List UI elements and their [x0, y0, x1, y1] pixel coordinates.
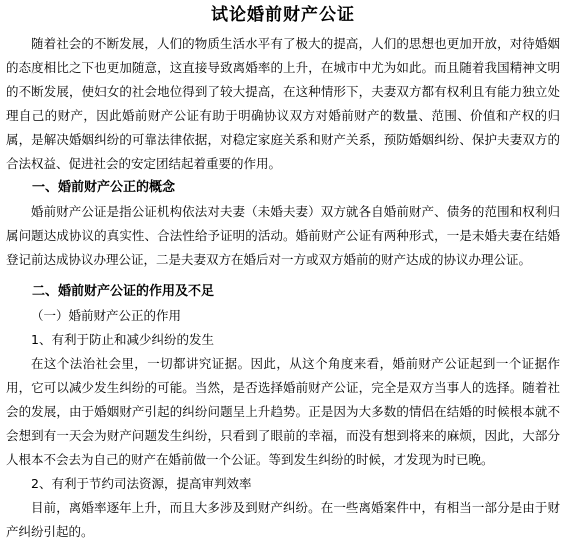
section-1-heading: 一、婚前财产公正的概念 [32, 180, 176, 195]
item-1-heading: 1、有利于防止和减少纠纷的发生 [31, 332, 214, 347]
document-title: 试论婚前财产公证 [211, 5, 355, 25]
item-2-heading: 2、有利于节约司法资源，提高审判效率 [31, 476, 252, 491]
intro-paragraph: 随着社会的不断发展，人们的物质生活水平有了极大的提高，人们的思想也更加开放，对待婚姻的态度相比之下也更加随意，这直接导致离婚率的上升，在城市中尤为如此。而且随着我国精神文明的不断发展，使妇女的社会地位得到了较大提高，在这种情形下，夫妻双方都有权利且有能力独立处理自己的财产，因此婚前财产公证有助于明确协议双方对婚前财产的数量、范围、价值和产权的归属，是解决婚姻纠纷的可靠法律依据，对稳定家庭关系和财产关系，预防婚姻纠纷、保护夫妻双方的合法权益、促进社会的安定团结起着重要的作用。 [6, 36, 560, 171]
section-1-paragraph: 婚前财产公证是指公证机构依法对夫妻（未婚夫妻）双方就各自婚前财产、债务的范围和权利归属问题达成协议的真实性、合法性给予证明的活动。婚前财产公证有两种形式，一是未婚夫妻在结婚登记前达成协议办理公证，二是夫妻双方在婚后对一方或双方婚前的财产达成的协议办理公证。 [6, 204, 560, 267]
item-1-paragraph: 在这个法治社会里，一切都讲究证据。因此，从这个角度来看，婚前财产公证起到一个证据作用，它可以减少发生纠纷的可能。当然，是否选择婚前财产公证，完全是双方当事人的选择。随着社会的发展，由于婚姻财产引起的纠纷问题呈上升趋势。正是因为大多数的情侣在结婚的时候根本就不会想到有一天会为财产问题发生纠纷，只看到了眼前的幸福，而没有想到将来的麻烦，因此，大部分人根本不会去为自己的财产在婚前做一个公证。等到发生纠纷的时候，才发现为时已晚。 [6, 356, 560, 467]
section-2-heading: 二、婚前财产公证的作用及不足 [32, 284, 215, 299]
item-2-paragraph: 目前，离婚率逐年上升，而且大多涉及到财产纠纷。在一些离婚案件中，有相当一部分是由于财产纠纷引起的。 [6, 500, 560, 539]
section-2-subheading: （一）婚前财产公正的作用 [31, 308, 182, 323]
